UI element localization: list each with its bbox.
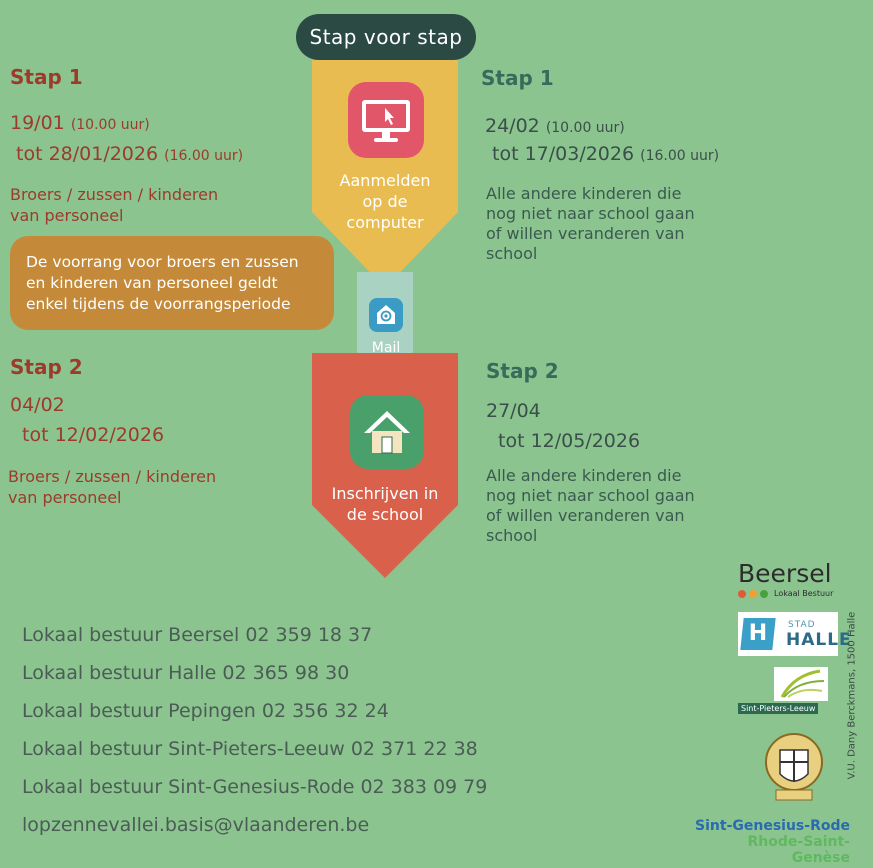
- rhode-saint-genese-name: Rhode-Saint-Genèse: [747, 834, 850, 866]
- right-step1-desc-3: of willen veranderen van: [486, 224, 685, 243]
- right-step1-date-from: 24/02: [485, 115, 540, 137]
- responsible-publisher: V.U. Dany Berckmans, 1500 Halle: [846, 611, 858, 780]
- home-icon: [350, 395, 424, 469]
- contact-halle: Lokaal bestuur Halle 02 365 98 30: [22, 662, 350, 684]
- left-step1-date-to: tot 28/01/2026: [16, 143, 159, 165]
- halle-logo: [738, 612, 852, 656]
- halle-logo-name: HALLE: [786, 630, 852, 650]
- right-step1-date-to: tot 17/03/2026: [492, 143, 635, 165]
- contact-email-link[interactable]: lopzennevallei.basis@vlaanderen.be: [22, 814, 370, 836]
- left-step1-time-to: (16.00 uur): [164, 148, 244, 164]
- right-step1-desc-1: Alle andere kinderen die: [486, 184, 682, 203]
- halle-logo-mark: [740, 618, 775, 650]
- right-step2-date-to: tot 12/05/2026: [498, 430, 641, 452]
- left-step2-desc-2: van personeel: [8, 488, 122, 507]
- beersel-logo: [738, 560, 848, 598]
- left-step2-date-from: 04/02: [10, 394, 65, 416]
- right-step1-title: Stap 1: [481, 66, 554, 90]
- left-step1-desc-1: Broers / zussen / kinderen: [10, 185, 219, 204]
- computer-label-3: computer: [346, 213, 424, 232]
- right-step1-desc-4: school: [486, 244, 538, 263]
- computer-label-2: op de: [362, 192, 408, 211]
- left-step2-title: Stap 2: [10, 355, 83, 379]
- left-step1-title: Stap 1: [10, 65, 83, 89]
- page-title: Stap voor stap: [296, 14, 476, 60]
- sint-genesius-rode-crest-icon: [762, 730, 826, 804]
- school-label-2: de school: [346, 505, 424, 524]
- sint-genesius-rode-name: Sint-Genesius-Rode: [695, 818, 850, 834]
- left-step1-desc-2: van personeel: [10, 206, 124, 225]
- contact-pepingen: Lokaal bestuur Pepingen 02 356 32 24: [22, 700, 389, 722]
- right-step2-desc-4: school: [486, 526, 538, 545]
- halle-logo-stad: STAD: [788, 620, 816, 630]
- contact-sint-pieters-leeuw: Lokaal bestuur Sint-Pieters-Leeuw 02 371 22 38: [22, 738, 478, 760]
- contact-beersel: Lokaal bestuur Beersel 02 359 18 37: [22, 624, 373, 646]
- halle-logo-letter: H: [748, 621, 768, 646]
- note-line-1: De voorrang voor broers en zussen: [26, 253, 299, 271]
- left-step2-date-to: tot 12/02/2026: [22, 424, 165, 446]
- priority-note: [10, 236, 334, 330]
- beersel-logo-name: Beersel: [738, 559, 832, 588]
- computer-icon: [348, 82, 424, 158]
- left-step2-desc-1: Broers / zussen / kinderen: [8, 467, 217, 486]
- right-step1-desc-2: nog niet naar school gaan: [486, 204, 695, 223]
- note-line-3: enkel tijdens de voorrangsperiode: [26, 295, 291, 313]
- computer-label-1: Aanmelden: [339, 171, 431, 190]
- school-label-1: Inschrijven in: [331, 484, 439, 503]
- mail-label: Mail: [371, 340, 401, 356]
- right-step2-title: Stap 2: [486, 359, 559, 383]
- mail-icon: [369, 298, 403, 332]
- left-step1-date-from: 19/01: [10, 112, 65, 134]
- beersel-logo-sub: Lokaal Bestuur: [774, 589, 834, 598]
- left-step1-time-from: (10.00 uur): [70, 117, 150, 133]
- sint-pieters-leeuw-logo-name: Sint-Pieters-Leeuw: [738, 703, 818, 714]
- right-step2-desc-3: of willen veranderen van: [486, 506, 685, 525]
- sint-pieters-leeuw-logo: [738, 665, 830, 717]
- sint-pieters-leeuw-emblem: [774, 667, 828, 701]
- right-step2-desc-2: nog niet naar school gaan: [486, 486, 695, 505]
- note-line-2: en kinderen van personeel geldt: [26, 274, 278, 292]
- contact-sint-genesius-rode: Lokaal bestuur Sint-Genesius-Rode 02 383 09 79: [22, 776, 488, 798]
- right-step1-time-from: (10.00 uur): [545, 120, 625, 136]
- right-step1-time-to: (16.00 uur): [640, 148, 720, 164]
- right-step2-desc-1: Alle andere kinderen die: [486, 466, 682, 485]
- right-step2-date-from: 27/04: [486, 400, 541, 422]
